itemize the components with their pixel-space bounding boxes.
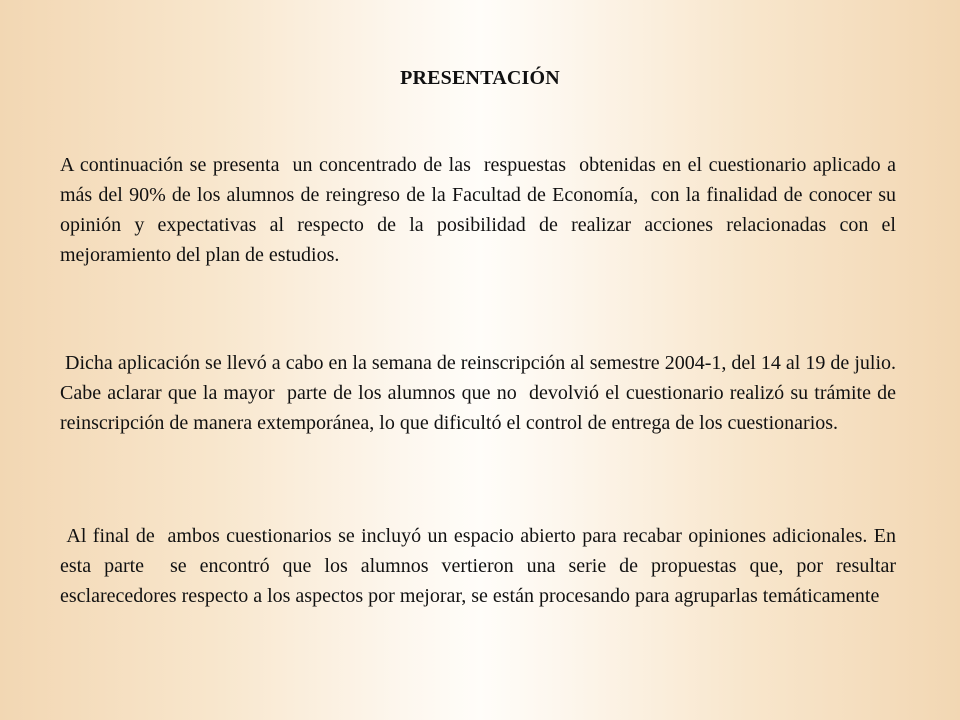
paragraph-intro: A continuación se presenta un concentrado de las respuestas obtenidas en el cuestionario aplicado a más del 90% de los alumnos de reingreso de la Facultad de Economía, con la finalidad de conocer su opinión y expectativas al respecto de la posibilidad de realizar acciones relacionadas con el mejoramiento del plan de estudios. (60, 154, 901, 266)
paragraph-application: Dicha aplicación se llevó a cabo en la semana de reinscripción al semestre 2004-1, del 14 al 19 de julio. Cabe aclarar que la mayor parte de los alumnos que no devolvió el cuestionario realizó su trámite de reinscripción de manera extemporánea, lo que dificultó el control de entrega de los cuestionarios. (60, 352, 906, 434)
paragraph-open-comments: Al final de ambos cuestionarios se incluyó un espacio abierto para recabar opiniones adicionales. En esta parte se encontró que los alumnos vertieron una serie de propuestas que, por resultar esclarecedores respecto a los aspectos por mejorar, se están procesando para agruparlas temáticamente (60, 525, 901, 607)
slide-title: PRESENTACIÓN (400, 67, 560, 89)
